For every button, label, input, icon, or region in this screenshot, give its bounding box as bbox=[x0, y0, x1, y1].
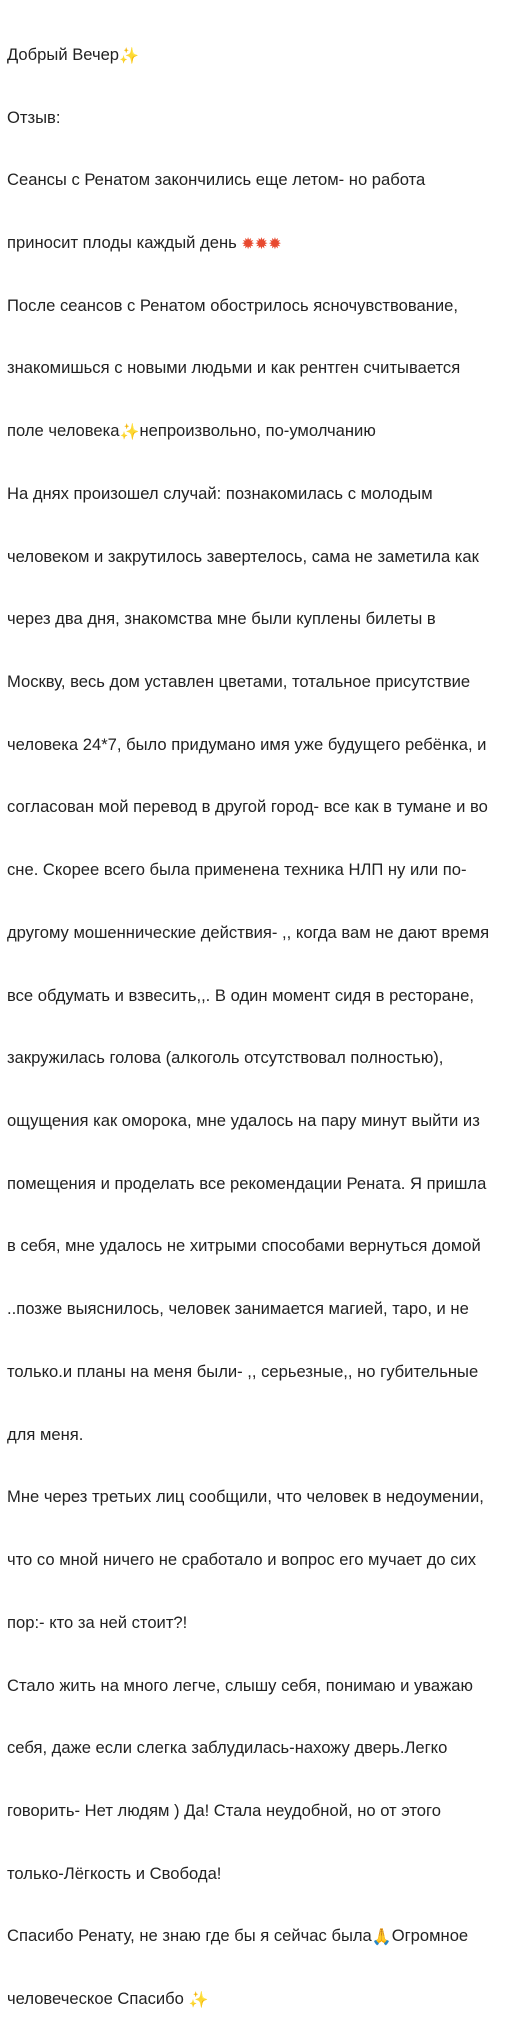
message-line: только.и планы на меня были- ,, серьезные,, но губительные bbox=[7, 1361, 479, 1381]
message-line: ..позже выяснилось, человек занимается магией, таро, и не bbox=[7, 1299, 469, 1319]
fire-icon: ✹ bbox=[241, 233, 255, 253]
message-line: Сеансы с Ренатом закончились еще летом- но работа bbox=[7, 170, 426, 190]
message-line: говорить- Нет людям ) Да! Стала неудобной, но от этого bbox=[7, 1800, 441, 1820]
fire-icon: ✹ bbox=[268, 233, 282, 253]
message-line: После сеансов с Ренатом обострилось ясночувствование, bbox=[7, 295, 458, 315]
message-line: На днях произошел случай: познакомилась с молодым bbox=[7, 483, 433, 503]
greeting-line: Добрый Вечер✨ bbox=[7, 44, 139, 65]
message-line: человека 24*7, было придумано имя уже будущего ребёнка, и bbox=[7, 734, 487, 754]
sparkle-icon: ✨ bbox=[119, 422, 140, 442]
message-line: в себя, мне удалось не хитрыми способами вернуться домой bbox=[7, 1236, 481, 1256]
message-line: для меня. bbox=[7, 1424, 84, 1444]
message-line: приносит плоды каждый день ✹✹✹ bbox=[7, 232, 282, 253]
message-line: пор:- кто за ней стоит?! bbox=[7, 1612, 188, 1632]
message-line: знакомишься с новыми людьми и как рентген считывается bbox=[7, 358, 461, 378]
fire-icon: ✹ bbox=[254, 233, 269, 253]
message-line: себя, даже если слегка заблудилась-нахожу дверь.Легко bbox=[7, 1738, 448, 1758]
message-line: сне. Скорее всего была применена техника НЛП ну или по- bbox=[7, 860, 467, 880]
sparkle-icon: ✨ bbox=[188, 1990, 209, 2010]
review-heading: Отзыв: bbox=[7, 107, 61, 127]
message-line: что со мной ничего не сработало и вопрос его мучает до сих bbox=[7, 1550, 477, 1570]
message-line: согласован мой перевод в другой город- все как в тумане и во bbox=[7, 797, 488, 817]
message-line: ощущения как оморока, мне удалось на пару минут выйти из bbox=[7, 1111, 480, 1131]
message-line: человеком и закрутилось завертелось, сама не заметила как bbox=[7, 546, 479, 566]
message-line: Москву, весь дом уставлен цветами, тотальное присутствие bbox=[7, 672, 471, 691]
message-line: Мне через третьих лиц сообщили, что человек в недоумении, bbox=[7, 1487, 484, 1507]
message-line: помещения и проделать все рекомендации Рената. Я пришла bbox=[7, 1173, 487, 1193]
sparkle-icon: ✨ bbox=[119, 45, 139, 65]
message-line: человеческое Спасибо ✨ bbox=[7, 1989, 209, 2010]
message-line: поле человека✨непроизвольно, по-умолчанию bbox=[7, 421, 376, 442]
message-line: все обдумать и взвесить,,. В один момент сидя в ресторане, bbox=[7, 985, 474, 1005]
pray-icon: 🙏 bbox=[371, 1927, 392, 1947]
message-line: закружилась голова (алкоголь отсутствовал полностью), bbox=[7, 1048, 444, 1068]
message-line: Стало жить на много легче, слышу себя, понимаю и уважаю bbox=[7, 1675, 473, 1695]
message-line: другому мошеннические действия- ,, когда вам не дают время bbox=[7, 922, 490, 942]
message-line: только-Лёгкость и Свобода! bbox=[7, 1863, 222, 1883]
message-line: Спасибо Ренату, не знаю где бы я сейчас была🙏Огромное bbox=[7, 1926, 469, 1947]
message-line: через два дня, знакомства мне были куплены билеты в bbox=[7, 609, 436, 629]
